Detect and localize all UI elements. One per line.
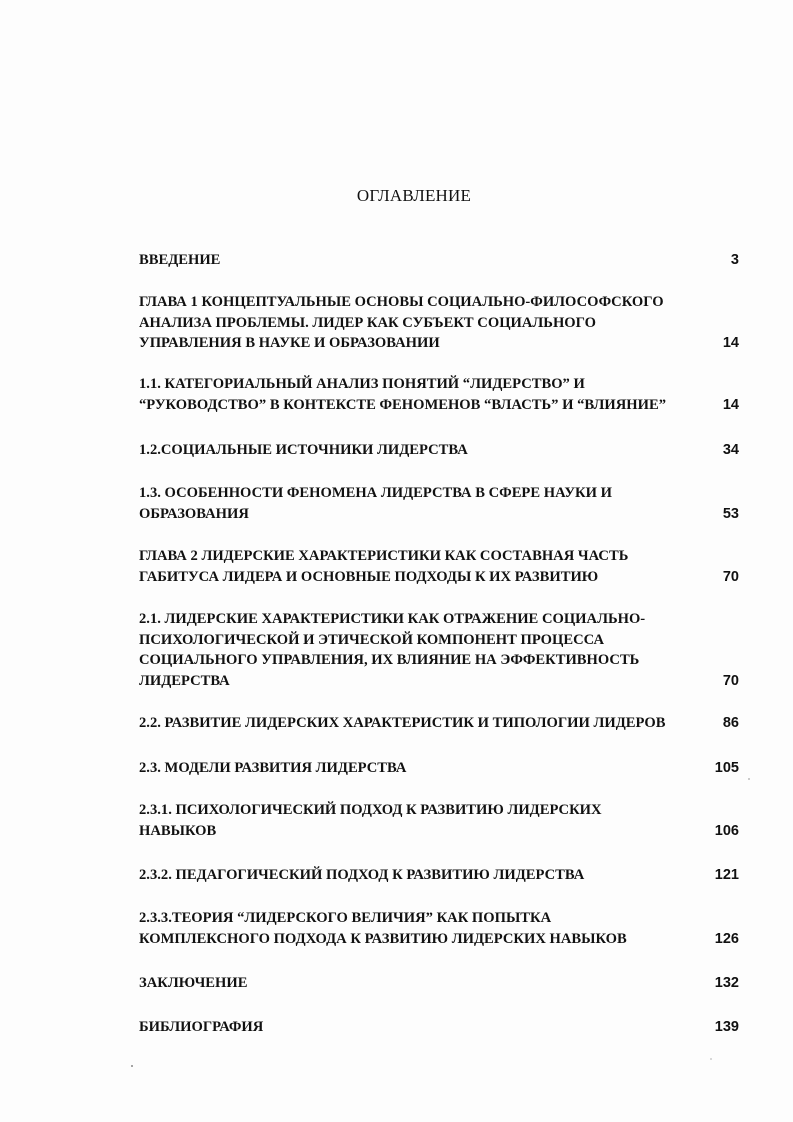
toc-page-number: 105	[714, 760, 739, 776]
toc-page-number: 132	[714, 975, 739, 991]
toc-entry-bibliography	[139, 1017, 739, 1038]
toc-entry-line: 2.3.2. ПЕДАГОГИЧЕСКИЙ ПОДХОД К РАЗВИТИЮ ЛИДЕРСТВА	[139, 867, 585, 883]
toc-entry-section-2-2	[139, 713, 739, 734]
toc-entry-line: 2.2. РАЗВИТИЕ ЛИДЕРСКИХ ХАРАКТЕРИСТИК И ТИПОЛОГИИ ЛИДЕРОВ	[139, 715, 666, 731]
toc-entry-line: АНАЛИЗА ПРОБЛЕМЫ. ЛИДЕР КАК СУБЪЕКТ СОЦИАЛЬНОГО	[139, 314, 596, 331]
toc-entry-section-2-3-3	[139, 908, 739, 949]
toc-page-number: 53	[722, 505, 739, 522]
toc-entry-section-1-1	[139, 374, 739, 415]
toc-entry-section-2-3	[139, 758, 739, 779]
toc-entry-line: ОБРАЗОВАНИЯ	[139, 505, 249, 522]
toc-entry-line: ГЛАВА 2 ЛИДЕРСКИЕ ХАРАКТЕРИСТИКИ КАК СОСТАВНАЯ ЧАСТЬ	[139, 548, 629, 564]
scan-speck	[748, 778, 750, 780]
toc-page-number: 3	[730, 252, 739, 268]
scan-speck	[710, 1058, 712, 1060]
toc-title: ОГЛАВЛЕНИЕ	[356, 186, 472, 205]
toc-entry-section-2-3-1	[139, 800, 739, 841]
toc-entry-line: 1.1. КАТЕГОРИАЛЬНЫЙ АНАЛИЗ ПОНЯТИЙ “ЛИДЕРСТВО” И	[139, 376, 585, 392]
toc-page-number: 14	[722, 396, 739, 413]
toc-entry-line: ГАБИТУСА ЛИДЕРА И ОСНОВНЫЕ ПОДХОДЫ К ИХ РАЗВИТИЮ	[139, 568, 599, 585]
toc-page-number: 34	[722, 442, 739, 458]
toc-entry-line: 1.2.СОЦИАЛЬНЫЕ ИСТОЧНИКИ ЛИДЕРСТВА	[139, 442, 468, 458]
toc-entry-section-2-3-2	[139, 865, 739, 886]
toc-entry-section-2-1	[139, 609, 739, 691]
toc-page-number: 139	[714, 1019, 739, 1035]
toc-entry-line: КОМПЛЕКСНОГО ПОДХОДА К РАЗВИТИЮ ЛИДЕРСКИХ НАВЫКОВ	[139, 930, 627, 947]
toc-entry-line: ЛИДЕРСТВА	[139, 672, 230, 689]
toc-entry-introduction	[139, 250, 739, 271]
toc-entry-line: ЗАКЛЮЧЕНИЕ	[139, 975, 248, 991]
toc-entry-line: БИБЛИОГРАФИЯ	[139, 1019, 264, 1035]
toc-entry-section-1-3	[139, 483, 739, 524]
toc-page-number: 70	[722, 672, 739, 689]
toc-entry-line: 2.1. ЛИДЕРСКИЕ ХАРАКТЕРИСТИКИ КАК ОТРАЖЕНИЕ СОЦИАЛЬНО-	[139, 611, 646, 627]
toc-entry-line: СОЦИАЛЬНОГО УПРАВЛЕНИЯ, ИХ ВЛИЯНИЕ НА ЭФФЕКТИВНОСТЬ	[139, 652, 640, 668]
toc-page-number: 126	[714, 930, 739, 947]
toc-entry-line: “РУКОВОДСТВО” В КОНТЕКСТЕ ФЕНОМЕНОВ “ВЛАСТЬ” И “ВЛИЯНИЕ”	[139, 396, 667, 413]
scan-speck	[131, 1065, 133, 1067]
toc-entry-line: 2.3.3.ТЕОРИЯ “ЛИДЕРСКОГО ВЕЛИЧИЯ” КАК ПОПЫТКА	[139, 910, 552, 926]
toc-entry-line: 1.3. ОСОБЕННОСТИ ФЕНОМЕНА ЛИДЕРСТВА В СФЕРЕ НАУКИ И	[139, 485, 612, 501]
toc-page-number: 121	[714, 867, 739, 883]
toc-entry-line: 2.3. МОДЕЛИ РАЗВИТИЯ ЛИДЕРСТВА	[139, 760, 407, 776]
toc-page-number: 106	[714, 822, 739, 839]
toc-entry-chapter-2	[139, 546, 739, 587]
toc-entry-conclusion	[139, 973, 739, 994]
toc-entry-line: УПРАВЛЕНИЯ В НАУКЕ И ОБРАЗОВАНИИ	[139, 335, 440, 351]
toc-entry-line: ПСИХОЛОГИЧЕСКОЙ И ЭТИЧЕСКОЙ КОМПОНЕНТ ПРОЦЕССА	[139, 631, 604, 648]
toc-entry-line: НАВЫКОВ	[139, 822, 217, 839]
toc-page-number: 14	[722, 335, 739, 351]
toc-entry-line: 2.3.1. ПСИХОЛОГИЧЕСКИЙ ПОДХОД К РАЗВИТИЮ ЛИДЕРСКИХ	[139, 802, 602, 818]
toc-entry-line: ВВЕДЕНИЕ	[139, 252, 221, 268]
toc-entry-section-1-2	[139, 440, 739, 461]
toc-entry-line: ГЛАВА 1 КОНЦЕПТУАЛЬНЫЕ ОСНОВЫ СОЦИАЛЬНО-ФИЛОСОФСКОГО	[139, 294, 664, 310]
toc-page-number: 70	[722, 568, 739, 585]
toc-entry-chapter-1	[139, 292, 739, 354]
toc-page-number: 86	[722, 715, 739, 731]
